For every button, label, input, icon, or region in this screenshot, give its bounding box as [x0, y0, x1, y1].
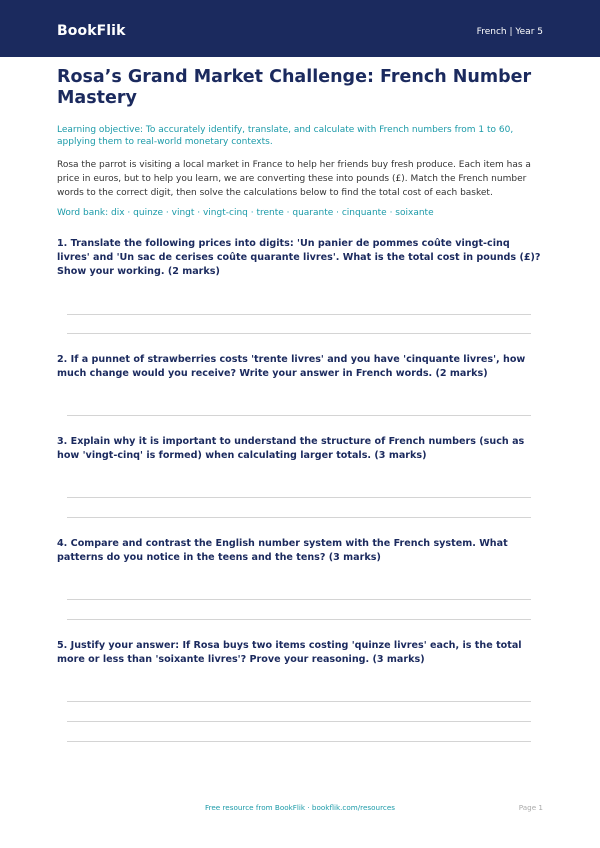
question-1: 1. Translate the following prices into digits: 'Un panier de pommes coûte vingt-cinq livres' and 'Un sac de cerises coûte quarante livres'. What is the total cost in pounds (£)? Show your working. (2 marks): [57, 238, 541, 277]
answer-line[interactable]: [67, 314, 531, 315]
learning-objective: Learning objective: To accurately identify, translate, and calculate with French numbers from 1 to 60, applying them to real-world monetary contexts.: [57, 125, 514, 147]
brand-logo: BookFlik: [57, 23, 126, 39]
answer-line[interactable]: [67, 741, 531, 742]
answer-line[interactable]: [67, 415, 531, 416]
answer-line[interactable]: [67, 333, 531, 334]
worksheet-title: Rosa’s Grand Market Challenge: French Number Mastery: [57, 67, 532, 108]
answer-line[interactable]: [67, 599, 531, 600]
subject-label: French | Year 5: [476, 27, 543, 37]
footer-credit[interactable]: Free resource from BookFlik · bookflik.com/resources: [204, 803, 396, 812]
answer-line[interactable]: [67, 497, 531, 498]
answer-line[interactable]: [67, 517, 531, 518]
word-bank: Word bank: dix · quinze · vingt · vingt-cinq · trente · quarante · cinquante · soixante: [57, 208, 434, 218]
page-number: Page 1: [518, 803, 543, 812]
question-3: 3. Explain why it is important to understand the structure of French numbers (such as how 'vingt-cinq' is formed) when calculating larger totals. (3 marks): [57, 436, 525, 461]
header-bar: [0, 0, 600, 57]
answer-line[interactable]: [67, 619, 531, 620]
answer-line[interactable]: [67, 721, 531, 722]
question-5: 5. Justify your answer: If Rosa buys two items costing 'quinze livres' each, is the total more or less than 'soixante livres'? Prove your reasoning. (3 marks): [57, 640, 522, 665]
answer-line[interactable]: [67, 701, 531, 702]
question-2: 2. If a punnet of strawberries costs 'trente livres' and you have 'cinquante livres', how much change would you receive? Write your answer in French words. (2 marks): [57, 354, 526, 379]
question-4: 4. Compare and contrast the English number system with the French system. What patterns do you notice in the teens and the tens? (3 marks): [57, 538, 508, 563]
intro-paragraph: Rosa the parrot is visiting a local market in France to help her friends buy fresh produce. Each item has a price in euros, but to help you learn, we are converting these into pounds (£). Match the French number words to the correct digit, then solve the calculations below to find the total cost of each basket.: [57, 160, 531, 198]
